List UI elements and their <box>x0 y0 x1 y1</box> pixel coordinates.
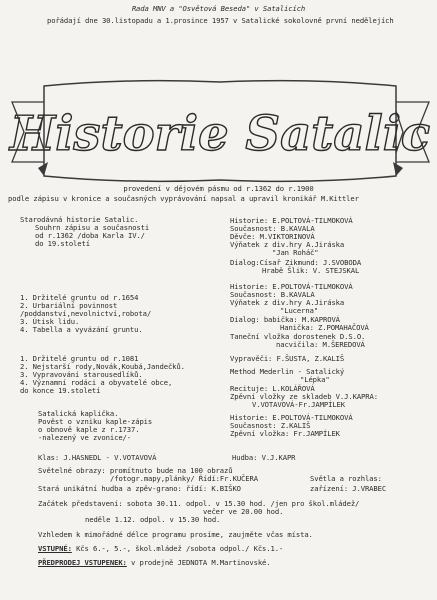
s3-right-0: Vypravěči: F.ŠUSTA, Z.KALIŠ <box>230 354 345 363</box>
s3-left-3: 4. Významní rodáci a obyvatelé obce, <box>20 378 173 387</box>
s4-left-3: -nalezený ve zvonice/- <box>38 433 131 442</box>
header-line-1: Rada MNV a "Osvětová Beseda" v Satalicích <box>131 4 306 13</box>
s4-left-0: Satalická kaplička. <box>38 409 119 418</box>
s3-left-0: 1. Držitelé gruntu od r.1081 <box>20 354 139 363</box>
footer-zacatek-1: Začátek představení: sobota 30.11. odpol. v 15.30 hod. /jen pro škol.mládež/ <box>38 499 360 508</box>
s3-right-1: Method Mederlin - Satalický <box>230 367 345 376</box>
s2-left-1: 2. Urbariální povinnost <box>20 301 118 310</box>
s3-left-2: 3. Vypravování starousedlíků. <box>20 370 143 379</box>
s2-right-5: Hanička: Z.POMAHAČOVÁ <box>280 323 369 332</box>
s2-right-7: nacvičila: M.ŠEREDOVÁ <box>276 340 365 349</box>
s4-right-2: Zpěvní vložka: Fr.JAMPÍLEK <box>230 429 340 438</box>
predprodej-text: v prodejně JEDNOTA M.Martinovské. <box>131 558 271 567</box>
s2-right-2: Výňatek z div.hry A.Jiráska <box>230 298 345 307</box>
footer-hudba: Hudba: V.J.KAPR <box>232 453 296 462</box>
s2-left-0: 1. Držitelé gruntu od r.1654 <box>20 293 139 302</box>
s1-right-0: Historie: E.POLTOVÁ-TILMOKOVÁ <box>230 216 353 225</box>
s3-right-4: Zpěvní vložky ze skladeb V.J.KAPRA: <box>230 392 378 401</box>
s1-left-3: do 19.století <box>35 239 90 248</box>
intro-line-2: podle zápisu v kronice a současných vyprávování napsal a upravil kronikář M.Kittler <box>8 194 359 203</box>
s1-right-4: "Jan Roháč" <box>272 248 319 257</box>
intro-line-1: provedení v dějovém pásmu od r.1362 do r.1900 <box>123 184 314 193</box>
footer-zacatek-2: večer ve 20.00 hod. <box>203 507 284 516</box>
s1-right-3: Výňatek z div.hry A.Jiráska <box>230 240 345 249</box>
title-banner <box>8 72 433 194</box>
s3-left-4: do konce 19.století <box>20 386 101 395</box>
s2-right-1: Současnost: B.KAVALA <box>230 290 315 299</box>
s2-right-3: "Lucerna" <box>280 306 319 315</box>
footer-svetla-1: Světla a rozhlas: <box>310 474 382 483</box>
s1-right-5: Dialog:Císař Zikmund: J.SVOBODA <box>230 258 362 267</box>
s3-right-2: "Lépka" <box>300 375 330 384</box>
footer-zacatek-3: neděle 1.12. odpol. v 15.30 hod. <box>85 515 221 524</box>
footer-obrazy-2: /fotogr.mapy,plánky/ Řídí:Fr.KUČERA <box>110 474 258 483</box>
footer-stara: Stará unikátní hudba a zpěv-grano: řídí: K.BIŠKO <box>38 484 241 493</box>
s3-right-5: V.VOTAVOVÁ-Fr.JAMPÍLEK <box>252 400 345 409</box>
vstupne-text: Kčs 6.-, 5.-, škol.mládež /sobota odpol./ Kčs.1.- <box>76 544 284 553</box>
s2-left-2: /poddanství,nevolnictví,robota/ <box>20 309 152 318</box>
s2-left-3: 3. Útisk lidu. <box>20 317 80 326</box>
s1-right-1: Současnost: B.KAVALA <box>230 224 315 233</box>
s1-right-2: Děvče: M.VIKTORINOVÁ <box>230 232 315 241</box>
footer-klas: Klas: J.HASNEDL - V.VOTAVOVÁ <box>38 453 157 462</box>
s3-left-1: 2. Nejstarší rody,Novák,Koubá,Jandečků. <box>20 362 185 371</box>
footer-vzhledem: Vzhledem k mimořádné délce programu prosíme, zaujměte včas místa. <box>38 530 313 539</box>
s4-right-0: Historie: E.POLTOVÁ-TILMOKOVÁ <box>230 413 353 422</box>
s2-right-6: Taneční vložka dorostenek D.S.O. <box>230 332 366 341</box>
s2-left-4: 4. Tabella a vyvázání gruntu. <box>20 325 143 334</box>
s2-right-0: Historie: E.POLTOVÁ-TILMOKOVÁ <box>230 282 353 291</box>
s1-right-6: Hrabě Šlik: V. STEJSKAL <box>262 266 360 275</box>
s2-right-4: Dialog: babička: M.KAPROVÁ <box>230 315 340 324</box>
s1-left-0: Starodávná historie Satalic. <box>20 215 139 224</box>
s3-right-3: Recituje: L.KOLÁŘOVÁ <box>230 384 315 393</box>
footer-obrazy-1: Světelné obrazy: promítnuto bude na 100 obrazů <box>38 466 233 475</box>
banner-title: Historie Satalic <box>9 106 431 162</box>
predprodej-label: PŘEDPRODEJ VSTUPENEK: <box>38 558 127 567</box>
s1-left-1: Souhrn zápisu a současnosti <box>35 223 150 232</box>
s4-right-1: Současnost: Z.KALIŠ <box>230 421 311 430</box>
header-line-2: pořádají dne 30.listopadu a 1.prosince 1957 v Satalické sokolovně první nedělejích <box>47 16 394 25</box>
vstupne-label: VSTUPNÉ: <box>38 544 72 553</box>
s4-left-1: Pověst o vzniku kaple-zápis <box>38 417 153 426</box>
footer-svetla-2: zařízení: J.VRABEC <box>310 484 387 493</box>
s1-left-2: od r.1362 /doba Karla IV./ <box>35 231 145 240</box>
s4-left-2: o obnově kaple z r.1737. <box>38 425 140 434</box>
